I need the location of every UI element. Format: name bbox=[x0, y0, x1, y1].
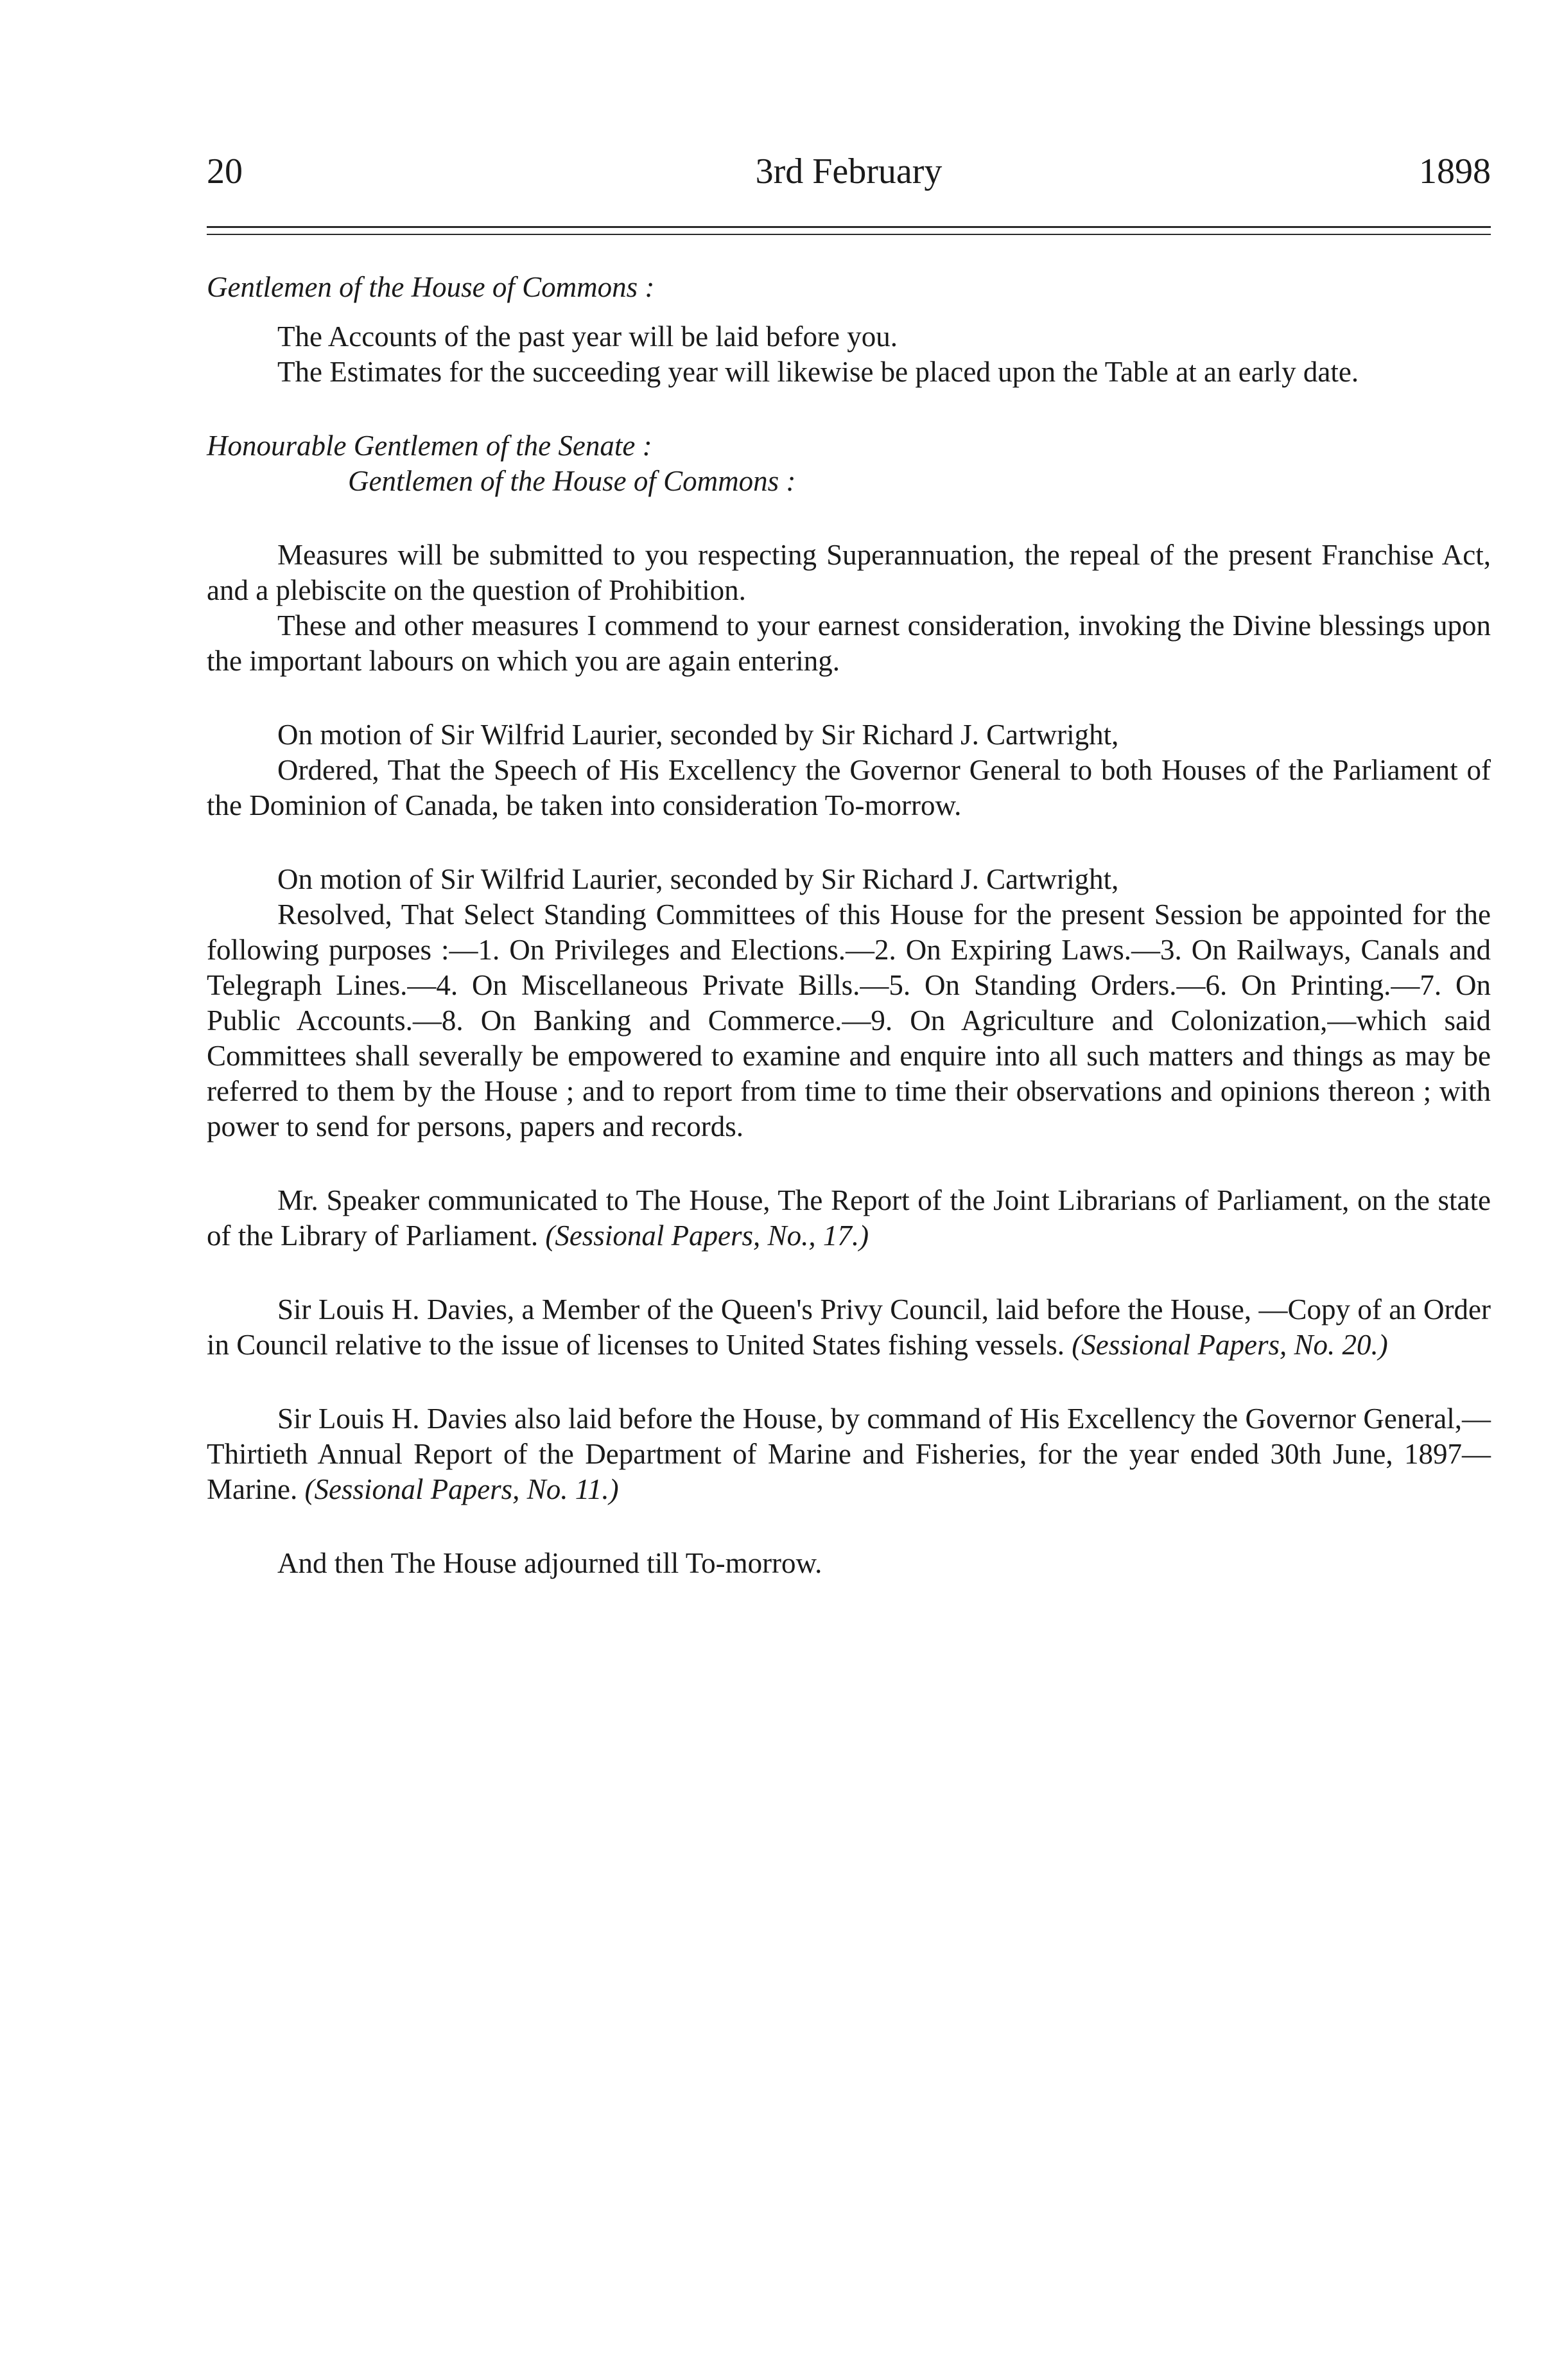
page-date: 3rd February bbox=[755, 152, 943, 191]
paragraph-davies-report bbox=[207, 1401, 1491, 1507]
paragraph-these-measures: These and other measures I commend to your earnest consideration, invoking the Divine blessings upon the important labours on which you are again entering. bbox=[207, 609, 1491, 677]
header-rule bbox=[207, 226, 1491, 235]
davies-report-sessional-ref: (Sessional Papers, No. 11.) bbox=[304, 1473, 619, 1505]
davies-order-text: Sir Louis H. Davies, a Member of the Queen's Privy Council, laid before the House, —Copy of an Order in Council relative to the issue of licenses to United States fishing vessels. bbox=[207, 1293, 1491, 1361]
speaker-text: Mr. Speaker communicated to The House, The Report of the Joint Librarians of Parliament, on the state of the Library of Parliament. bbox=[207, 1184, 1491, 1252]
paragraph-davies-order bbox=[207, 1292, 1491, 1363]
paragraph-speaker bbox=[207, 1183, 1491, 1254]
page-number: 20 bbox=[207, 152, 243, 191]
page-year: 1898 bbox=[1419, 152, 1491, 191]
address-commons-second: Gentlemen of the House of Commons : bbox=[348, 465, 796, 497]
paragraph-ordered: Ordered, That the Speech of His Excellency the Governor General to both Houses of the Parliament of the Dominion of Canada, be taken into consideration To-morrow. bbox=[207, 754, 1491, 821]
paragraph-accounts: The Accounts of the past year will be laid before you. bbox=[277, 320, 898, 353]
address-senate: Honourable Gentlemen of the Senate : bbox=[207, 430, 652, 462]
paragraph-measures: Measures will be submitted to you respecting Superannuation, the repeal of the present Franchise Act, and a plebiscite on the question of Prohibition. bbox=[207, 539, 1491, 606]
paragraph-motion-first: On motion of Sir Wilfrid Laurier, seconded by Sir Richard J. Cartwright, bbox=[277, 719, 1119, 751]
address-commons: Gentlemen of the House of Commons : bbox=[207, 271, 655, 303]
paragraph-resolved: Resolved, That Select Standing Committees of this House for the present Session be appointed for the following purposes :—1. On Privileges and Elections.—2. On Expiring Laws.—3. On Railways, Canals and Telegraph Lines.—4. On Miscellaneous Private Bills.—5. On Standing Orders.—6. On Printing.—7. On Public Accounts.—8. On Banking and Commerce.—9. On Agriculture and Colonization,—which said Committees shall severally be empowered to examine and enquire into all such matters and things as may be referred to them by the House ; and to report from time to time their observations and opinions thereon ; with power to send for persons, papers and records. bbox=[207, 898, 1491, 1142]
davies-order-sessional-ref: (Sessional Papers, No. 20.) bbox=[1072, 1329, 1388, 1361]
paragraph-motion-second: On motion of Sir Wilfrid Laurier, seconded by Sir Richard J. Cartwright, bbox=[277, 863, 1119, 895]
document-body bbox=[207, 270, 1491, 1581]
paragraph-adjourned: And then The House adjourned till To-morrow. bbox=[277, 1547, 822, 1579]
page-header bbox=[207, 143, 1491, 200]
davies-report-text: Sir Louis H. Davies also laid before the House, by command of His Excellency the Governor General,—Thirtieth Annual Report of the Department of Marine and Fisheries, for the year ended 30th June, 1897—Marine. bbox=[207, 1403, 1491, 1505]
paragraph-estimates: The Estimates for the succeeding year will likewise be placed upon the Table at an early date. bbox=[277, 356, 1359, 388]
speaker-sessional-ref: (Sessional Papers, No., 17.) bbox=[545, 1220, 869, 1252]
